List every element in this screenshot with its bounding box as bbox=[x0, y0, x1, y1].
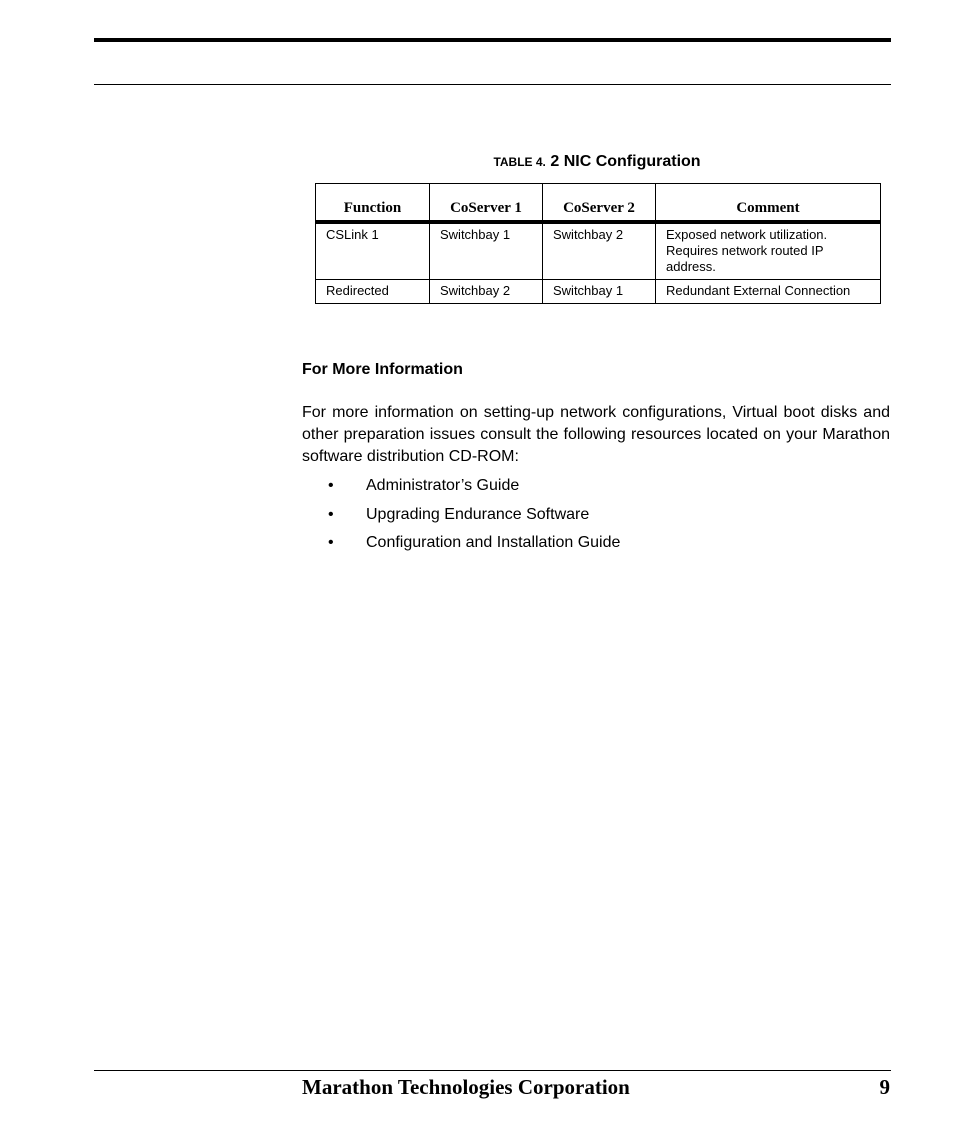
table-row bbox=[316, 222, 881, 280]
list-item bbox=[302, 475, 620, 504]
header-function bbox=[316, 184, 430, 223]
list-item bbox=[302, 532, 620, 561]
resource-list bbox=[302, 475, 620, 561]
table-header-row bbox=[316, 184, 881, 223]
table-row bbox=[316, 280, 881, 304]
header-coserver-1 bbox=[430, 184, 543, 223]
table-cell: Switchbay 2 bbox=[430, 280, 543, 304]
nic-configuration-table bbox=[315, 183, 881, 304]
table-cell: Switchbay 1 bbox=[543, 280, 656, 304]
table-cell: Exposed network utilization. Requires network routed IP address. bbox=[656, 222, 881, 280]
header-coserver-1-label: CoServer 1 bbox=[450, 200, 522, 216]
table-caption bbox=[315, 153, 879, 171]
footer-rule bbox=[94, 1070, 891, 1071]
list-item-label: Configuration and Installation Guide bbox=[366, 534, 621, 551]
header-comment-label: Comment bbox=[736, 200, 800, 216]
table-caption-title: 2 NIC Configuration bbox=[550, 153, 701, 170]
table-cell: CSLink 1 bbox=[316, 222, 430, 280]
table-cell: Switchbay 2 bbox=[543, 222, 656, 280]
header-coserver-2 bbox=[543, 184, 656, 223]
header-function-label: Function bbox=[343, 200, 402, 216]
header-rule-thin bbox=[94, 84, 891, 85]
bullet-icon: • bbox=[328, 505, 334, 523]
bullet-icon: • bbox=[328, 477, 334, 494]
section-paragraph: For more information on setting-up network configurations, Virtual boot disks and other preparation issues consult the following resources located on your Marathon software distribution CD-ROM: bbox=[302, 404, 890, 465]
table-cell: Switchbay 1 bbox=[430, 222, 543, 280]
section-heading: For More Information bbox=[302, 361, 463, 378]
bullet-icon: • bbox=[328, 534, 334, 551]
header-comment bbox=[656, 184, 881, 223]
list-item-label: Upgrading Endurance Software bbox=[366, 505, 590, 523]
table-cell: Redirected bbox=[316, 280, 430, 304]
list-item bbox=[302, 504, 620, 533]
table-cell: Redundant External Connection bbox=[656, 280, 881, 304]
header-rule-thick bbox=[94, 38, 891, 42]
list-item-label: Administrator’s Guide bbox=[366, 477, 520, 494]
page-number: 9 bbox=[879, 1075, 890, 1099]
header-coserver-2-label: CoServer 2 bbox=[563, 200, 635, 216]
footer-company-name: Marathon Technologies Corporation bbox=[302, 1075, 630, 1099]
table-caption-label: TABLE 4. bbox=[493, 155, 546, 169]
